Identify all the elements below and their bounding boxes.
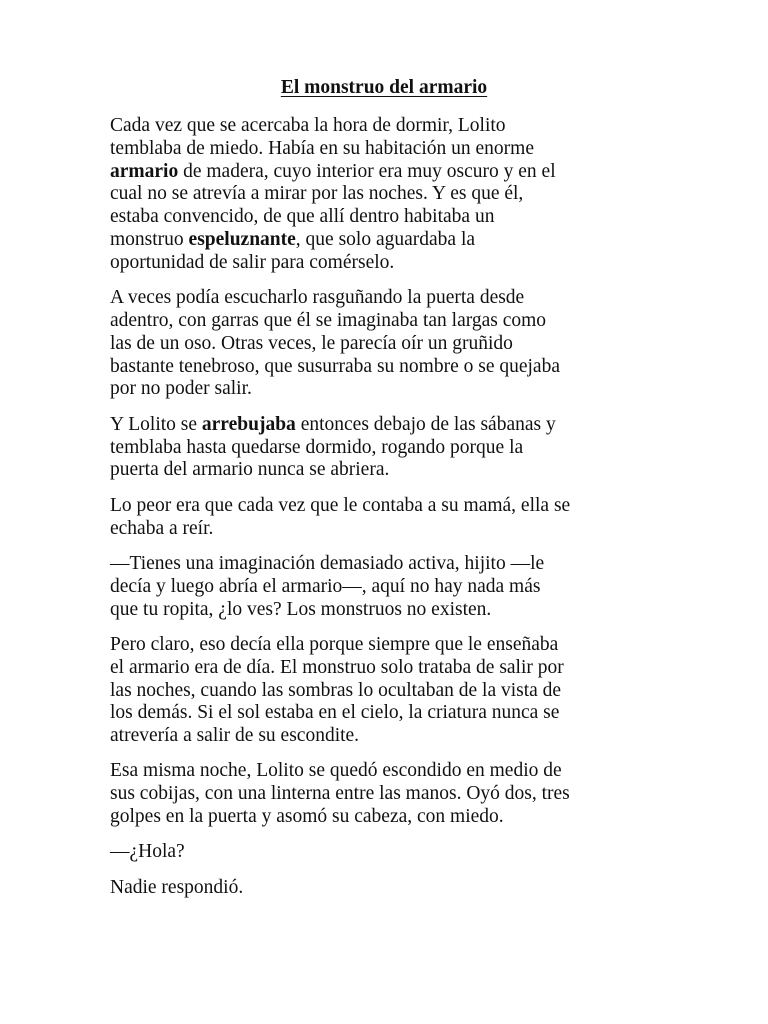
text-run: sus cobijas, con una linterna entre las manos. Oyó dos, tres xyxy=(110,783,570,805)
text-run: Pero claro, eso decía ella porque siempre que le enseñaba xyxy=(110,633,559,655)
text-run: A veces podía escucharlo rasguñando la puerta desde xyxy=(110,287,525,309)
paragraph xyxy=(110,495,670,541)
text-run: decía y luego abría el armario—, aquí no hay nada más xyxy=(110,575,541,597)
text-run: atrevería a salir de su escondite. xyxy=(110,725,360,747)
text-line xyxy=(110,634,670,657)
text-line xyxy=(110,287,670,310)
text-run: las noches, cuando las sombras lo ocultaban de la vista de xyxy=(110,679,562,701)
text-line xyxy=(110,252,670,275)
story-body xyxy=(110,115,670,912)
text-line xyxy=(110,760,670,783)
text-line xyxy=(110,495,670,518)
text-run: los demás. Si el sol estaba en el cielo, la criatura nunca se xyxy=(110,702,560,724)
text-run: Esa misma noche, Lolito se quedó escondido en medio de xyxy=(110,760,562,782)
text-line xyxy=(110,702,670,725)
paragraph xyxy=(110,287,670,401)
text-line xyxy=(110,310,670,333)
text-run: monstruo xyxy=(110,228,189,250)
text-run: oportunidad de salir para comérselo. xyxy=(110,251,395,273)
text-run: que tu ropita, ¿lo ves? Los monstruos no existen. xyxy=(110,598,492,620)
text-line xyxy=(110,115,670,138)
paragraph xyxy=(110,115,670,275)
text-run: —¿Hola? xyxy=(110,841,185,863)
paragraph xyxy=(110,634,670,748)
text-line xyxy=(110,518,670,541)
text-line xyxy=(110,553,670,576)
text-run: estaba convencido, de que allí dentro habitaba un xyxy=(110,206,495,228)
text-run: Nadie respondió. xyxy=(110,876,244,898)
text-line xyxy=(110,333,670,356)
text-run: puerta del armario nunca se abriera. xyxy=(110,459,390,481)
paragraph xyxy=(110,760,670,828)
text-line xyxy=(110,576,670,599)
paragraph xyxy=(110,877,670,900)
bold-term: espeluznante xyxy=(188,228,296,250)
text-line xyxy=(110,437,670,460)
text-run: —Tienes una imaginación demasiado activa, hijito —le xyxy=(110,552,545,574)
text-line xyxy=(110,657,670,680)
text-line xyxy=(110,206,670,229)
text-line xyxy=(110,725,670,748)
text-line xyxy=(110,161,670,184)
text-run: bastante tenebroso, que susurraba su nombre o se quejaba xyxy=(110,355,560,377)
text-line xyxy=(110,783,670,806)
text-run: entonces debajo de las sábanas y xyxy=(295,413,556,435)
paragraph xyxy=(110,553,670,621)
text-run: Lo peor era que cada vez que le contaba a su mamá, ella se xyxy=(110,494,571,516)
text-line xyxy=(110,378,670,401)
text-run: temblaba hasta quedarse dormido, rogando porque la xyxy=(110,436,524,458)
text-run: Y Lolito se xyxy=(110,413,202,435)
text-line xyxy=(110,806,670,829)
text-run: las de un oso. Otras veces, le parecía oír un gruñido xyxy=(110,332,513,354)
text-run: adentro, con garras que él se imaginaba tan largas como xyxy=(110,309,547,331)
text-run: Cada vez que se acercaba la hora de dormir, Lolito xyxy=(110,115,506,136)
text-line xyxy=(110,877,670,900)
bold-term: armario xyxy=(110,160,179,182)
text-line xyxy=(110,599,670,622)
text-run: echaba a reír. xyxy=(110,517,214,539)
text-line xyxy=(110,356,670,379)
text-run: cual no se atrevía a mirar por las noches. Y es que él, xyxy=(110,183,524,205)
text-line xyxy=(110,459,670,482)
text-run: el armario era de día. El monstruo solo trataba de salir por xyxy=(110,656,564,678)
paragraph xyxy=(110,841,670,864)
text-line xyxy=(110,138,670,161)
text-run: por no poder salir. xyxy=(110,378,252,400)
text-line xyxy=(110,414,670,437)
text-run: de madera, cuyo interior era muy oscuro y en el xyxy=(178,160,556,182)
document-title: El monstruo del armario xyxy=(280,77,488,98)
text-line xyxy=(110,680,670,703)
text-line xyxy=(110,183,670,206)
text-line xyxy=(110,841,670,864)
text-line xyxy=(110,229,670,252)
text-run: , que solo aguardaba la xyxy=(295,228,476,250)
text-run: golpes en la puerta y asomó su cabeza, con miedo. xyxy=(110,806,504,828)
paragraph xyxy=(110,414,670,482)
text-run: temblaba de miedo. Había en su habitación un enorme xyxy=(110,137,534,159)
bold-term: arrebujaba xyxy=(201,413,296,435)
